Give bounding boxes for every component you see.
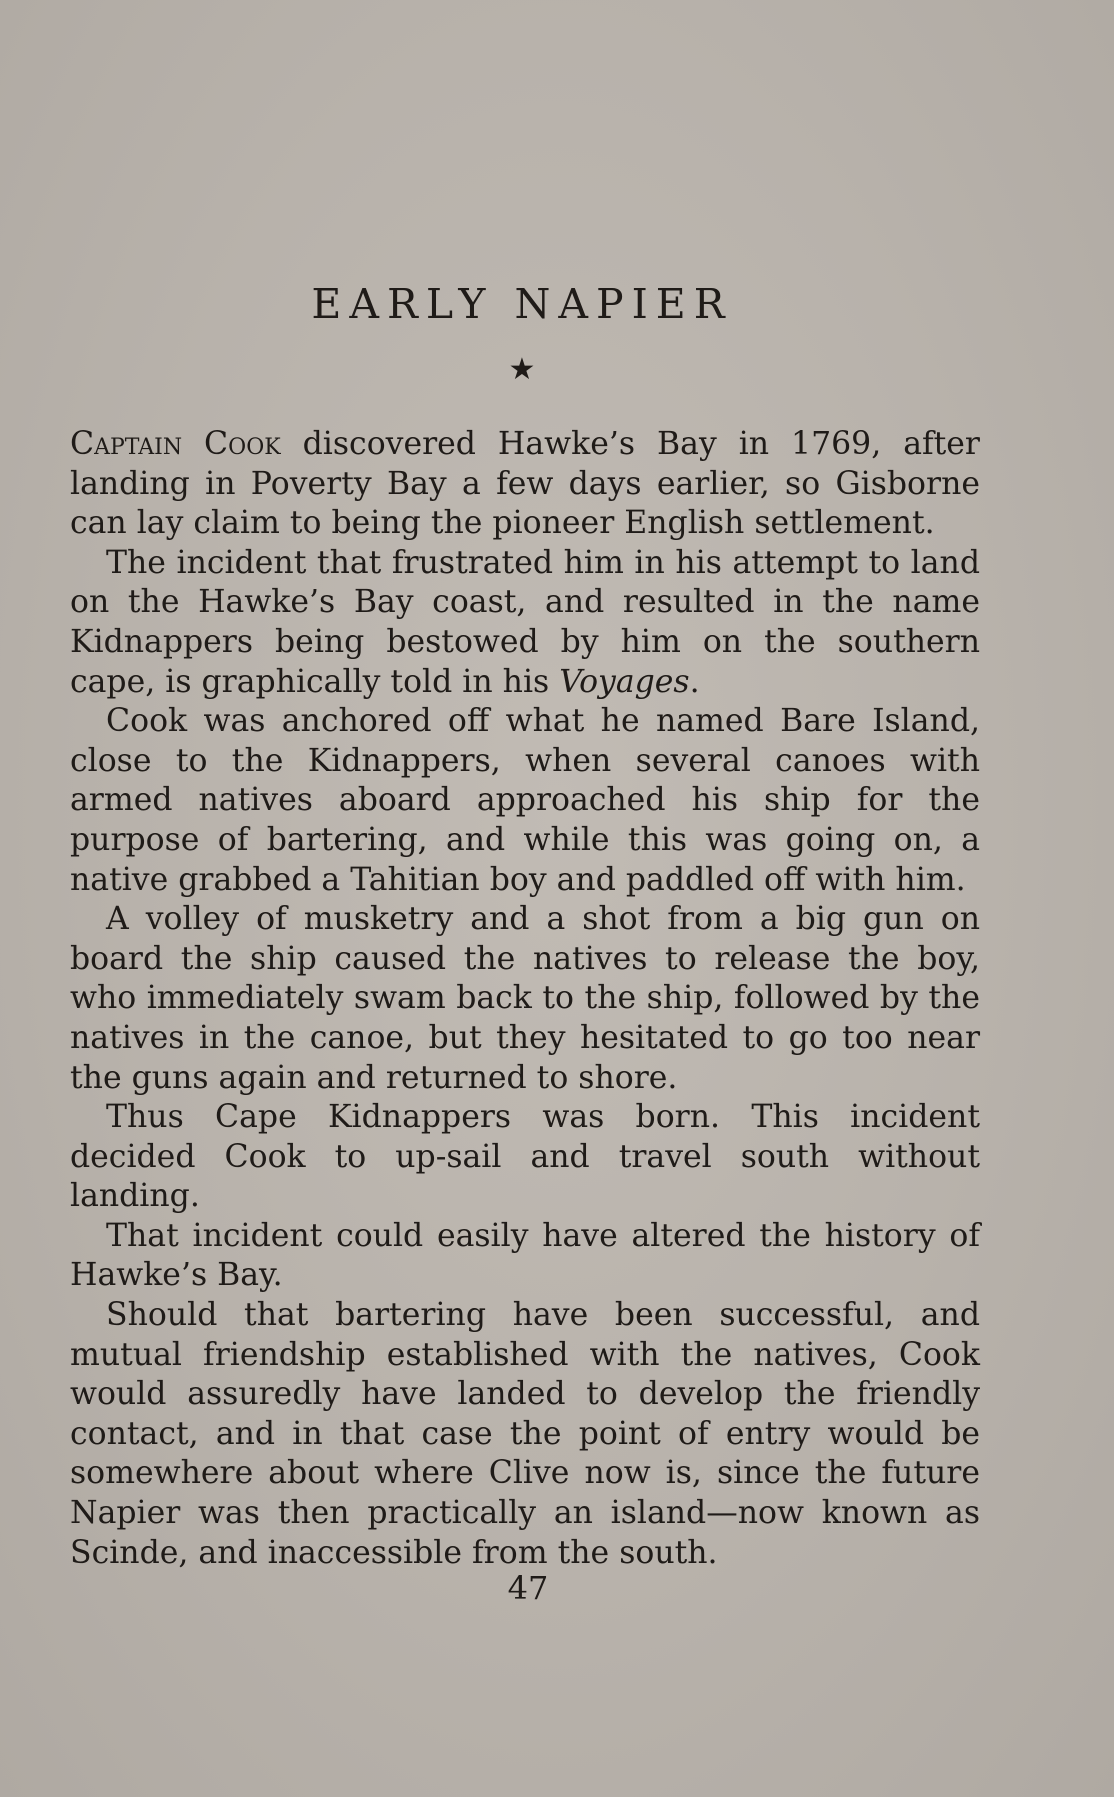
paragraph-lead-smallcaps: Captain Cook <box>70 426 281 462</box>
book-title-italic: Voyages <box>559 663 690 700</box>
paragraph-2 <box>70 544 980 702</box>
paragraph-text-end: . <box>689 663 700 700</box>
paragraph-4: A volley of musketry and a shot from a big gun on board the ship caused the natives to release the boy, who immediately swam back to the ship, followed by the natives in the canoe, but they hesitated to go too near the guns again and returned to shore. <box>70 901 980 1096</box>
chapter-body <box>70 425 980 1573</box>
chapter-title: EARLY NAPIER <box>311 280 733 328</box>
paragraph-3: Cook was anchored off what he named Bare Island, close to the Kidnappers, when several canoes with armed natives aboard approached his ship for the purpose of bartering, and while this was going on, a native grabbed a Tahitian boy and paddled off with him. <box>70 703 980 898</box>
page-number: 47 <box>507 1569 549 1607</box>
paragraph-1 <box>70 425 980 544</box>
paragraph-6: That incident could easily have altered the history of Hawke’s Bay. <box>70 1217 980 1294</box>
paragraph-5: Thus Cape Kidnappers was born. This incident decided Cook to up-sail and travel south without landing. <box>70 1099 980 1215</box>
paragraph-7: Should that bartering have been successful, and mutual friendship established with the natives, Cook would assuredly have landed to develop the friendly contact, and in that case the point of entry would be somewhere about where Clive now is, since the future Napier was then practically an island—now known as Scinde, and inaccessible from the south. <box>70 1297 980 1571</box>
star-ornament-icon: ★ <box>508 352 536 387</box>
paragraph-text: The incident that frustrated him in his attempt to land on the Hawke’s Bay coast, and resulted in the name Kidnappers being bestowed by him on the southern cape, is graphically told in his <box>70 544 980 700</box>
paragraph-text: discovered Hawke’s Bay in 1769, after landing in Poverty Bay a few days earlier, so Gisborne can lay claim to being the pioneer English settlement. <box>70 426 980 542</box>
